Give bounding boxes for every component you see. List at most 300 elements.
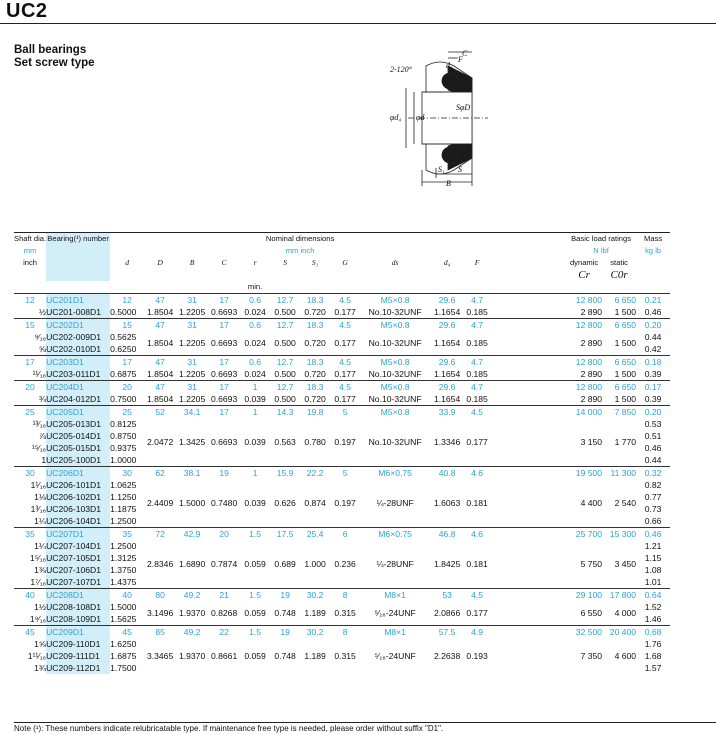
mm-dim-3: 17 xyxy=(208,406,240,419)
mm-dim-6: 30.2 xyxy=(300,589,330,602)
mm-dim-1: 80 xyxy=(144,589,176,602)
mm-dim-4: 0.6 xyxy=(240,319,270,332)
diagram-angle-label: 2-120° xyxy=(390,65,412,74)
load-cr-mm: 12 800 xyxy=(566,381,602,394)
mm-dim-5: 15.9 xyxy=(270,467,300,480)
bearing-number-mm: UC209D1 xyxy=(46,626,110,639)
inch-dim-6: 0.720 xyxy=(304,307,326,317)
load-cr-mm: 25 700 xyxy=(566,528,602,541)
bearing-number-inch: UC203-011D1 xyxy=(46,368,110,381)
inch-d: 1.4375 xyxy=(110,577,137,587)
inch-dim-4: 0.024 xyxy=(244,369,266,379)
inch-d: 1.6875 xyxy=(110,651,137,661)
mass-inch: 0.53 xyxy=(644,419,662,429)
inch-d: 0.5625 xyxy=(110,332,137,342)
inch-dim-5: 0.626 xyxy=(274,498,296,508)
inch-dim-2: 1.2205 xyxy=(178,394,206,404)
inch-dim-3: 0.7480 xyxy=(210,498,238,508)
load-cor-mm: 20 400 xyxy=(602,626,636,639)
bearing-number-mm: UC204D1 xyxy=(46,381,110,394)
mm-dim-1: 47 xyxy=(144,381,176,394)
header-col-5: S xyxy=(283,258,287,267)
inch-dim-1: 3.1496 xyxy=(146,608,174,618)
mm-dim-5: 12.7 xyxy=(270,294,300,307)
bearing-number-inch: UC208-109D1 xyxy=(46,613,110,626)
mass-inch: 0.51 xyxy=(644,431,662,441)
shaft-inch: ¹⁵⁄₁₆ xyxy=(31,443,47,453)
inch-dim-4: 0.024 xyxy=(244,307,266,317)
mass-inch: 0.44 xyxy=(644,455,662,465)
load-cr-inch: 4 400 xyxy=(580,498,603,508)
page-title: UC2 xyxy=(6,0,48,22)
mass-inch: 1.57 xyxy=(644,663,662,673)
inch-d: 0.8125 xyxy=(110,419,137,429)
load-cr-inch: 6 550 xyxy=(580,608,603,618)
mm-dim-9: 33.9 xyxy=(430,406,464,419)
mm-dim-4: 0.6 xyxy=(240,356,270,369)
mm-dim-3: 17 xyxy=(208,294,240,307)
mass-mm: 0.64 xyxy=(636,589,670,602)
mm-dim-10: 4.5 xyxy=(464,589,490,602)
inch-dim-4: 0.039 xyxy=(244,498,266,508)
mm-dim-2: 49.2 xyxy=(176,626,208,639)
mm-dim-0: 15 xyxy=(110,319,144,332)
mm-dim-8: M6×0.75 xyxy=(360,467,430,480)
load-cor-inch: 2 540 xyxy=(614,498,637,508)
mm-dim-10: 4.5 xyxy=(464,406,490,419)
inch-d: 0.7500 xyxy=(110,394,137,404)
inch-dim-5: 0.500 xyxy=(274,394,296,404)
header-nominal: Nominal dimensions xyxy=(265,234,335,243)
mm-dim-0: 40 xyxy=(110,589,144,602)
inch-d: 1.2500 xyxy=(110,541,137,551)
mm-dim-5: 12.7 xyxy=(270,381,300,394)
shaft-inch: 1⁵⁄₁₆ xyxy=(29,553,47,563)
inch-d: 1.7500 xyxy=(110,663,137,673)
shaft-inch: 1½ xyxy=(34,602,47,612)
mass-inch: 1.01 xyxy=(644,577,662,587)
header-dynamic xyxy=(566,257,602,281)
shaft-mm: 35 xyxy=(14,528,46,541)
mm-dim-2: 34.1 xyxy=(176,406,208,419)
inch-dim-2: 1.3425 xyxy=(178,437,206,447)
shaft-inch: 1¹⁄₁₆ xyxy=(30,480,47,490)
inch-d: 1.6250 xyxy=(110,639,137,649)
mass-mm: 0.68 xyxy=(636,626,670,639)
inch-d: 0.9375 xyxy=(110,443,137,453)
shaft-inch: 1⅜ xyxy=(34,565,47,575)
inch-dim-6: 0.780 xyxy=(304,437,326,447)
bearing-number-inch: UC209-111D1 xyxy=(46,650,110,662)
inch-dim-4: 0.039 xyxy=(244,437,266,447)
mm-dim-10: 4.6 xyxy=(464,528,490,541)
bearing-number-inch: UC205-100D1 xyxy=(46,454,110,467)
header-mass: Mass xyxy=(644,234,663,243)
inch-d: 1.1250 xyxy=(110,492,137,502)
shaft-inch: 1³⁄₁₆ xyxy=(30,504,47,514)
shaft-mm: 45 xyxy=(14,626,46,639)
shaft-inch: ⅞ xyxy=(38,431,47,441)
header-nominal-units: mm inch xyxy=(285,246,315,255)
inch-dim-7: 0.177 xyxy=(334,394,356,404)
inch-dim-1: 1.8504 xyxy=(146,369,174,379)
mm-dim-5: 14.3 xyxy=(270,406,300,419)
bearing-number-inch: UC206-102D1 xyxy=(46,491,110,503)
inch-dim-1: 1.8504 xyxy=(146,394,174,404)
mm-dim-4: 1.5 xyxy=(240,589,270,602)
inch-dim-9: 2.0866 xyxy=(433,608,461,618)
header-dynamic-label: dynamic xyxy=(569,258,599,267)
mass-inch: 0.82 xyxy=(644,480,662,490)
mass-inch: 1.08 xyxy=(644,565,662,575)
shaft-inch: 1⅛ xyxy=(34,492,47,502)
title-divider xyxy=(0,23,716,24)
load-cor-inch: 4 600 xyxy=(614,651,637,661)
bearing-number-mm: UC201D1 xyxy=(46,294,110,307)
inch-dim-5: 0.748 xyxy=(274,608,296,618)
inch-dim-8: No.10-32UNF xyxy=(368,369,422,379)
mass-inch: 0.42 xyxy=(644,344,662,354)
table-row-mm xyxy=(14,626,670,639)
mass-inch: 0.77 xyxy=(644,492,662,502)
load-cor-inch: 1 500 xyxy=(614,338,637,348)
inch-dim-10: 0.181 xyxy=(466,559,488,569)
bearing-number-mm: UC207D1 xyxy=(46,528,110,541)
specification-table xyxy=(14,232,670,674)
inch-dim-2: 1.6890 xyxy=(178,559,206,569)
load-cr-mm: 12 800 xyxy=(566,356,602,369)
bearing-number-inch: UC201-008D1 xyxy=(46,306,110,319)
mm-dim-6: 30.2 xyxy=(300,626,330,639)
inch-dim-5: 0.500 xyxy=(274,307,296,317)
table-row-mm xyxy=(14,294,670,307)
shaft-inch: 1¾ xyxy=(34,663,47,673)
mm-dim-1: 62 xyxy=(144,467,176,480)
inch-dim-4: 0.039 xyxy=(244,394,266,404)
mm-dim-7: 5 xyxy=(330,467,360,480)
inch-dim-8: No.10-32UNF xyxy=(368,307,422,317)
header-load: Basic load ratings xyxy=(571,234,632,243)
mm-dim-8: M5×0.8 xyxy=(360,319,430,332)
mm-dim-0: 35 xyxy=(110,528,144,541)
mm-dim-5: 12.7 xyxy=(270,319,300,332)
inch-d: 0.8750 xyxy=(110,431,137,441)
bearing-number-mm: UC203D1 xyxy=(46,356,110,369)
load-cor-inch: 1 500 xyxy=(614,394,637,404)
mm-dim-9: 46.8 xyxy=(430,528,464,541)
load-cor-mm: 6 650 xyxy=(602,381,636,394)
header-shaft-inch: inch xyxy=(23,258,38,267)
mm-dim-7: 4.5 xyxy=(330,294,360,307)
inch-dim-9: 1.3346 xyxy=(433,437,461,447)
diagram-label-s1: S₁ xyxy=(438,165,445,174)
mass-inch: 0.44 xyxy=(644,332,662,342)
mass-inch: 1.76 xyxy=(644,639,662,649)
mass-mm: 0.46 xyxy=(636,528,670,541)
mass-mm: 0.20 xyxy=(636,319,670,332)
mm-dim-10: 4.7 xyxy=(464,319,490,332)
inch-dim-7: 0.177 xyxy=(334,369,356,379)
table-row-inch xyxy=(14,331,670,343)
inch-dim-5: 0.563 xyxy=(274,437,296,447)
bearing-number-inch: UC207-106D1 xyxy=(46,564,110,576)
mm-dim-3: 17 xyxy=(208,319,240,332)
mm-dim-9: 53 xyxy=(430,589,464,602)
diagram-label-phid4: φd₄ xyxy=(390,113,402,122)
bearing-number-inch: UC207-104D1 xyxy=(46,540,110,552)
mm-dim-0: 20 xyxy=(110,381,144,394)
mm-dim-2: 31 xyxy=(176,356,208,369)
bearing-number-inch: UC204-012D1 xyxy=(46,393,110,406)
mass-inch: 1.52 xyxy=(644,602,662,612)
table-row-inch xyxy=(14,368,670,381)
load-cr-inch: 5 750 xyxy=(580,559,603,569)
mm-dim-7: 5 xyxy=(330,406,360,419)
inch-dim-2: 1.9370 xyxy=(178,608,206,618)
bearing-number-inch: UC205-015D1 xyxy=(46,442,110,454)
load-cor-mm: 6 650 xyxy=(602,356,636,369)
bearing-number-inch: UC208-108D1 xyxy=(46,601,110,613)
mm-dim-8: M8×1 xyxy=(360,589,430,602)
mm-dim-3: 17 xyxy=(208,381,240,394)
diagram-label-phid: φd xyxy=(416,113,425,122)
diagram-label-c: C xyxy=(462,49,468,58)
mass-inch: 0.39 xyxy=(644,369,662,379)
load-cr-inch: 2 890 xyxy=(580,394,603,404)
shaft-inch: 1⁹⁄₁₆ xyxy=(29,614,47,624)
mm-dim-3: 17 xyxy=(208,356,240,369)
mass-inch: 0.46 xyxy=(644,307,662,317)
inch-dim-9: 1.1654 xyxy=(433,394,461,404)
mm-dim-7: 8 xyxy=(330,589,360,602)
bearing-number-mm: UC205D1 xyxy=(46,406,110,419)
shaft-mm: 15 xyxy=(14,319,46,332)
inch-d: 0.6875 xyxy=(110,369,137,379)
mm-dim-5: 12.7 xyxy=(270,356,300,369)
load-cr-inch: 2 890 xyxy=(580,369,603,379)
inch-dim-10: 0.185 xyxy=(466,338,488,348)
diagram-label-s: S xyxy=(458,165,462,174)
table-row-mm xyxy=(14,319,670,332)
load-cor-mm: 7 850 xyxy=(602,406,636,419)
mm-dim-8: M6×0.75 xyxy=(360,528,430,541)
mass-mm: 0.32 xyxy=(636,467,670,480)
inch-dim-5: 0.500 xyxy=(274,369,296,379)
mass-inch: 0.46 xyxy=(644,443,662,453)
shaft-inch: 1¹¹⁄₁₆ xyxy=(27,651,47,661)
mm-dim-1: 85 xyxy=(144,626,176,639)
inch-dim-10: 0.177 xyxy=(466,437,488,447)
mm-dim-0: 12 xyxy=(110,294,144,307)
inch-dim-2: 1.9370 xyxy=(178,651,206,661)
inch-d: 1.0000 xyxy=(110,455,137,465)
mm-dim-10: 4.9 xyxy=(464,626,490,639)
bearing-number-inch: UC206-101D1 xyxy=(46,479,110,491)
mm-dim-4: 1.5 xyxy=(240,528,270,541)
mm-dim-10: 4.6 xyxy=(464,467,490,480)
inch-dim-3: 0.6693 xyxy=(210,369,238,379)
bearing-number-mm: UC208D1 xyxy=(46,589,110,602)
shaft-inch: 1¼ xyxy=(34,541,47,551)
inch-dim-2: 1.2205 xyxy=(178,307,206,317)
load-cor-mm: 17 800 xyxy=(602,589,636,602)
header-load-units: N lbf xyxy=(593,246,609,255)
mm-dim-9: 29.6 xyxy=(430,356,464,369)
diagram-label-sd: SφD xyxy=(456,103,471,112)
mm-dim-9: 29.6 xyxy=(430,294,464,307)
bearing-number-mm: UC206D1 xyxy=(46,467,110,480)
inch-dim-10: 0.185 xyxy=(466,369,488,379)
inch-dim-7: 0.197 xyxy=(334,437,356,447)
shaft-inch: 1 xyxy=(41,455,47,465)
mm-dim-7: 4.5 xyxy=(330,381,360,394)
subtitle-line-1: Ball bearings xyxy=(14,44,87,56)
inch-d: 0.5000 xyxy=(110,307,137,317)
inch-dim-4: 0.059 xyxy=(244,608,266,618)
shaft-inch: ¾ xyxy=(38,394,47,404)
inch-dim-1: 1.8504 xyxy=(146,338,174,348)
mass-inch: 0.66 xyxy=(644,516,662,526)
mm-dim-4: 1 xyxy=(240,467,270,480)
mm-dim-1: 52 xyxy=(144,406,176,419)
inch-dim-9: 1.1654 xyxy=(433,338,461,348)
inch-dim-2: 1.5000 xyxy=(178,498,206,508)
inch-dim-9: 2.2638 xyxy=(433,651,461,661)
mm-dim-8: M5×0.8 xyxy=(360,381,430,394)
bearing-number-inch: UC209-112D1 xyxy=(46,662,110,674)
mm-dim-3: 19 xyxy=(208,467,240,480)
inch-dim-1: 2.0472 xyxy=(146,437,174,447)
mm-dim-0: 45 xyxy=(110,626,144,639)
mm-dim-10: 4.7 xyxy=(464,381,490,394)
load-cr-inch: 2 890 xyxy=(580,338,603,348)
diagram-label-d1: d₁ xyxy=(446,61,453,70)
shaft-inch: ⁹⁄₁₆ xyxy=(34,332,47,342)
mm-dim-3: 21 xyxy=(208,589,240,602)
header-col-6: S₁ xyxy=(311,258,319,267)
header-col-10: F xyxy=(474,258,480,267)
inch-dim-9: 1.1654 xyxy=(433,307,461,317)
mm-dim-2: 31 xyxy=(176,294,208,307)
header-shaft: Shaft dia. xyxy=(14,234,47,243)
header-cr: Cr xyxy=(578,269,590,281)
mm-dim-7: 4.5 xyxy=(330,319,360,332)
mass-inch: 1.46 xyxy=(644,614,662,624)
load-cr-inch: 2 890 xyxy=(580,307,603,317)
mm-dim-4: 1 xyxy=(240,406,270,419)
shaft-mm: 40 xyxy=(14,589,46,602)
inch-dim-4: 0.059 xyxy=(244,651,266,661)
mm-dim-1: 72 xyxy=(144,528,176,541)
header-col-4: r xyxy=(253,258,257,267)
shaft-inch: 1⁷⁄₁₆ xyxy=(30,577,47,587)
mass-mm: 0.18 xyxy=(636,356,670,369)
load-cor-inch: 1 500 xyxy=(614,307,637,317)
load-cr-mm: 29 100 xyxy=(566,589,602,602)
load-cor-inch: 3 450 xyxy=(614,559,637,569)
load-cor-mm: 15 300 xyxy=(602,528,636,541)
table-row-inch xyxy=(14,601,670,613)
mass-inch: 0.39 xyxy=(644,394,662,404)
shaft-inch: ⅝ xyxy=(38,344,47,354)
diagram-label-f: F xyxy=(458,55,463,64)
inch-dim-3: 0.7874 xyxy=(210,559,238,569)
mm-dim-3: 22 xyxy=(208,626,240,639)
mm-dim-2: 31 xyxy=(176,381,208,394)
bearing-number-inch: UC205-013D1 xyxy=(46,418,110,430)
table-row-mm xyxy=(14,467,670,480)
mass-mm: 0.17 xyxy=(636,381,670,394)
bearing-number-inch: UC202-009D1 xyxy=(46,331,110,343)
table-row-inch xyxy=(14,638,670,650)
shaft-inch: 1⅝ xyxy=(34,639,47,649)
inch-dim-7: 0.315 xyxy=(334,651,356,661)
table-row-inch xyxy=(14,393,670,406)
inch-dim-8: No.10-32UNF xyxy=(368,338,422,348)
mm-dim-6: 18.3 xyxy=(300,356,330,369)
inch-dim-1: 3.3465 xyxy=(146,651,174,661)
mm-dim-7: 6 xyxy=(330,528,360,541)
mm-dim-2: 42.9 xyxy=(176,528,208,541)
mm-dim-0: 17 xyxy=(110,356,144,369)
mm-dim-7: 4.5 xyxy=(330,356,360,369)
mm-dim-9: 57.5 xyxy=(430,626,464,639)
mm-dim-1: 47 xyxy=(144,356,176,369)
mass-mm: 0.21 xyxy=(636,294,670,307)
load-cr-mm: 32 500 xyxy=(566,626,602,639)
inch-dim-3: 0.6693 xyxy=(210,307,238,317)
bearing-number-inch: UC202-010D1 xyxy=(46,343,110,356)
mm-dim-9: 29.6 xyxy=(430,319,464,332)
inch-dim-6: 1.189 xyxy=(304,608,326,618)
inch-dim-1: 2.8346 xyxy=(146,559,174,569)
mm-dim-9: 29.6 xyxy=(430,381,464,394)
header-col-2: B xyxy=(189,258,195,267)
footnote: Note (¹): These numbers indicate relubricatable type. If maintenance free type is needed, please order without suffix "D1". xyxy=(14,722,716,733)
header-col-1: D xyxy=(157,258,163,267)
inch-dim-10: 0.177 xyxy=(466,608,488,618)
mass-inch: 1.68 xyxy=(644,651,662,661)
inch-dim-6: 0.720 xyxy=(304,394,326,404)
section-subtitle xyxy=(14,44,95,70)
bearing-number-inch: UC207-107D1 xyxy=(46,576,110,589)
inch-dim-8: No.10-32UNF xyxy=(368,394,422,404)
mm-dim-1: 47 xyxy=(144,294,176,307)
header-col-0: d xyxy=(125,258,129,267)
inch-d: 0.6250 xyxy=(110,344,137,354)
mm-dim-8: M5×0.8 xyxy=(360,406,430,419)
header-col-9: d₄ xyxy=(443,258,451,267)
inch-dim-5: 0.689 xyxy=(274,559,296,569)
shaft-mm: 30 xyxy=(14,467,46,480)
table-row-mm xyxy=(14,356,670,369)
mm-dim-0: 25 xyxy=(110,406,144,419)
inch-dim-7: 0.197 xyxy=(334,498,356,508)
load-cr-mm: 19 500 xyxy=(566,467,602,480)
bearing-number-mm: UC202D1 xyxy=(46,319,110,332)
mm-dim-10: 4.7 xyxy=(464,356,490,369)
inch-d: 1.3125 xyxy=(110,553,137,563)
inch-dim-6: 1.000 xyxy=(304,559,326,569)
load-cr-inch: 3 150 xyxy=(580,437,603,447)
inch-dim-8: ⁵⁄₁₆-24UNF xyxy=(374,651,416,661)
mass-inch: 1.15 xyxy=(644,553,662,563)
inch-dim-3: 0.8661 xyxy=(210,651,238,661)
table-row-mm xyxy=(14,406,670,419)
load-cor-inch: 4 000 xyxy=(614,608,637,618)
inch-dim-2: 1.2205 xyxy=(178,369,206,379)
shaft-mm: 25 xyxy=(14,406,46,419)
